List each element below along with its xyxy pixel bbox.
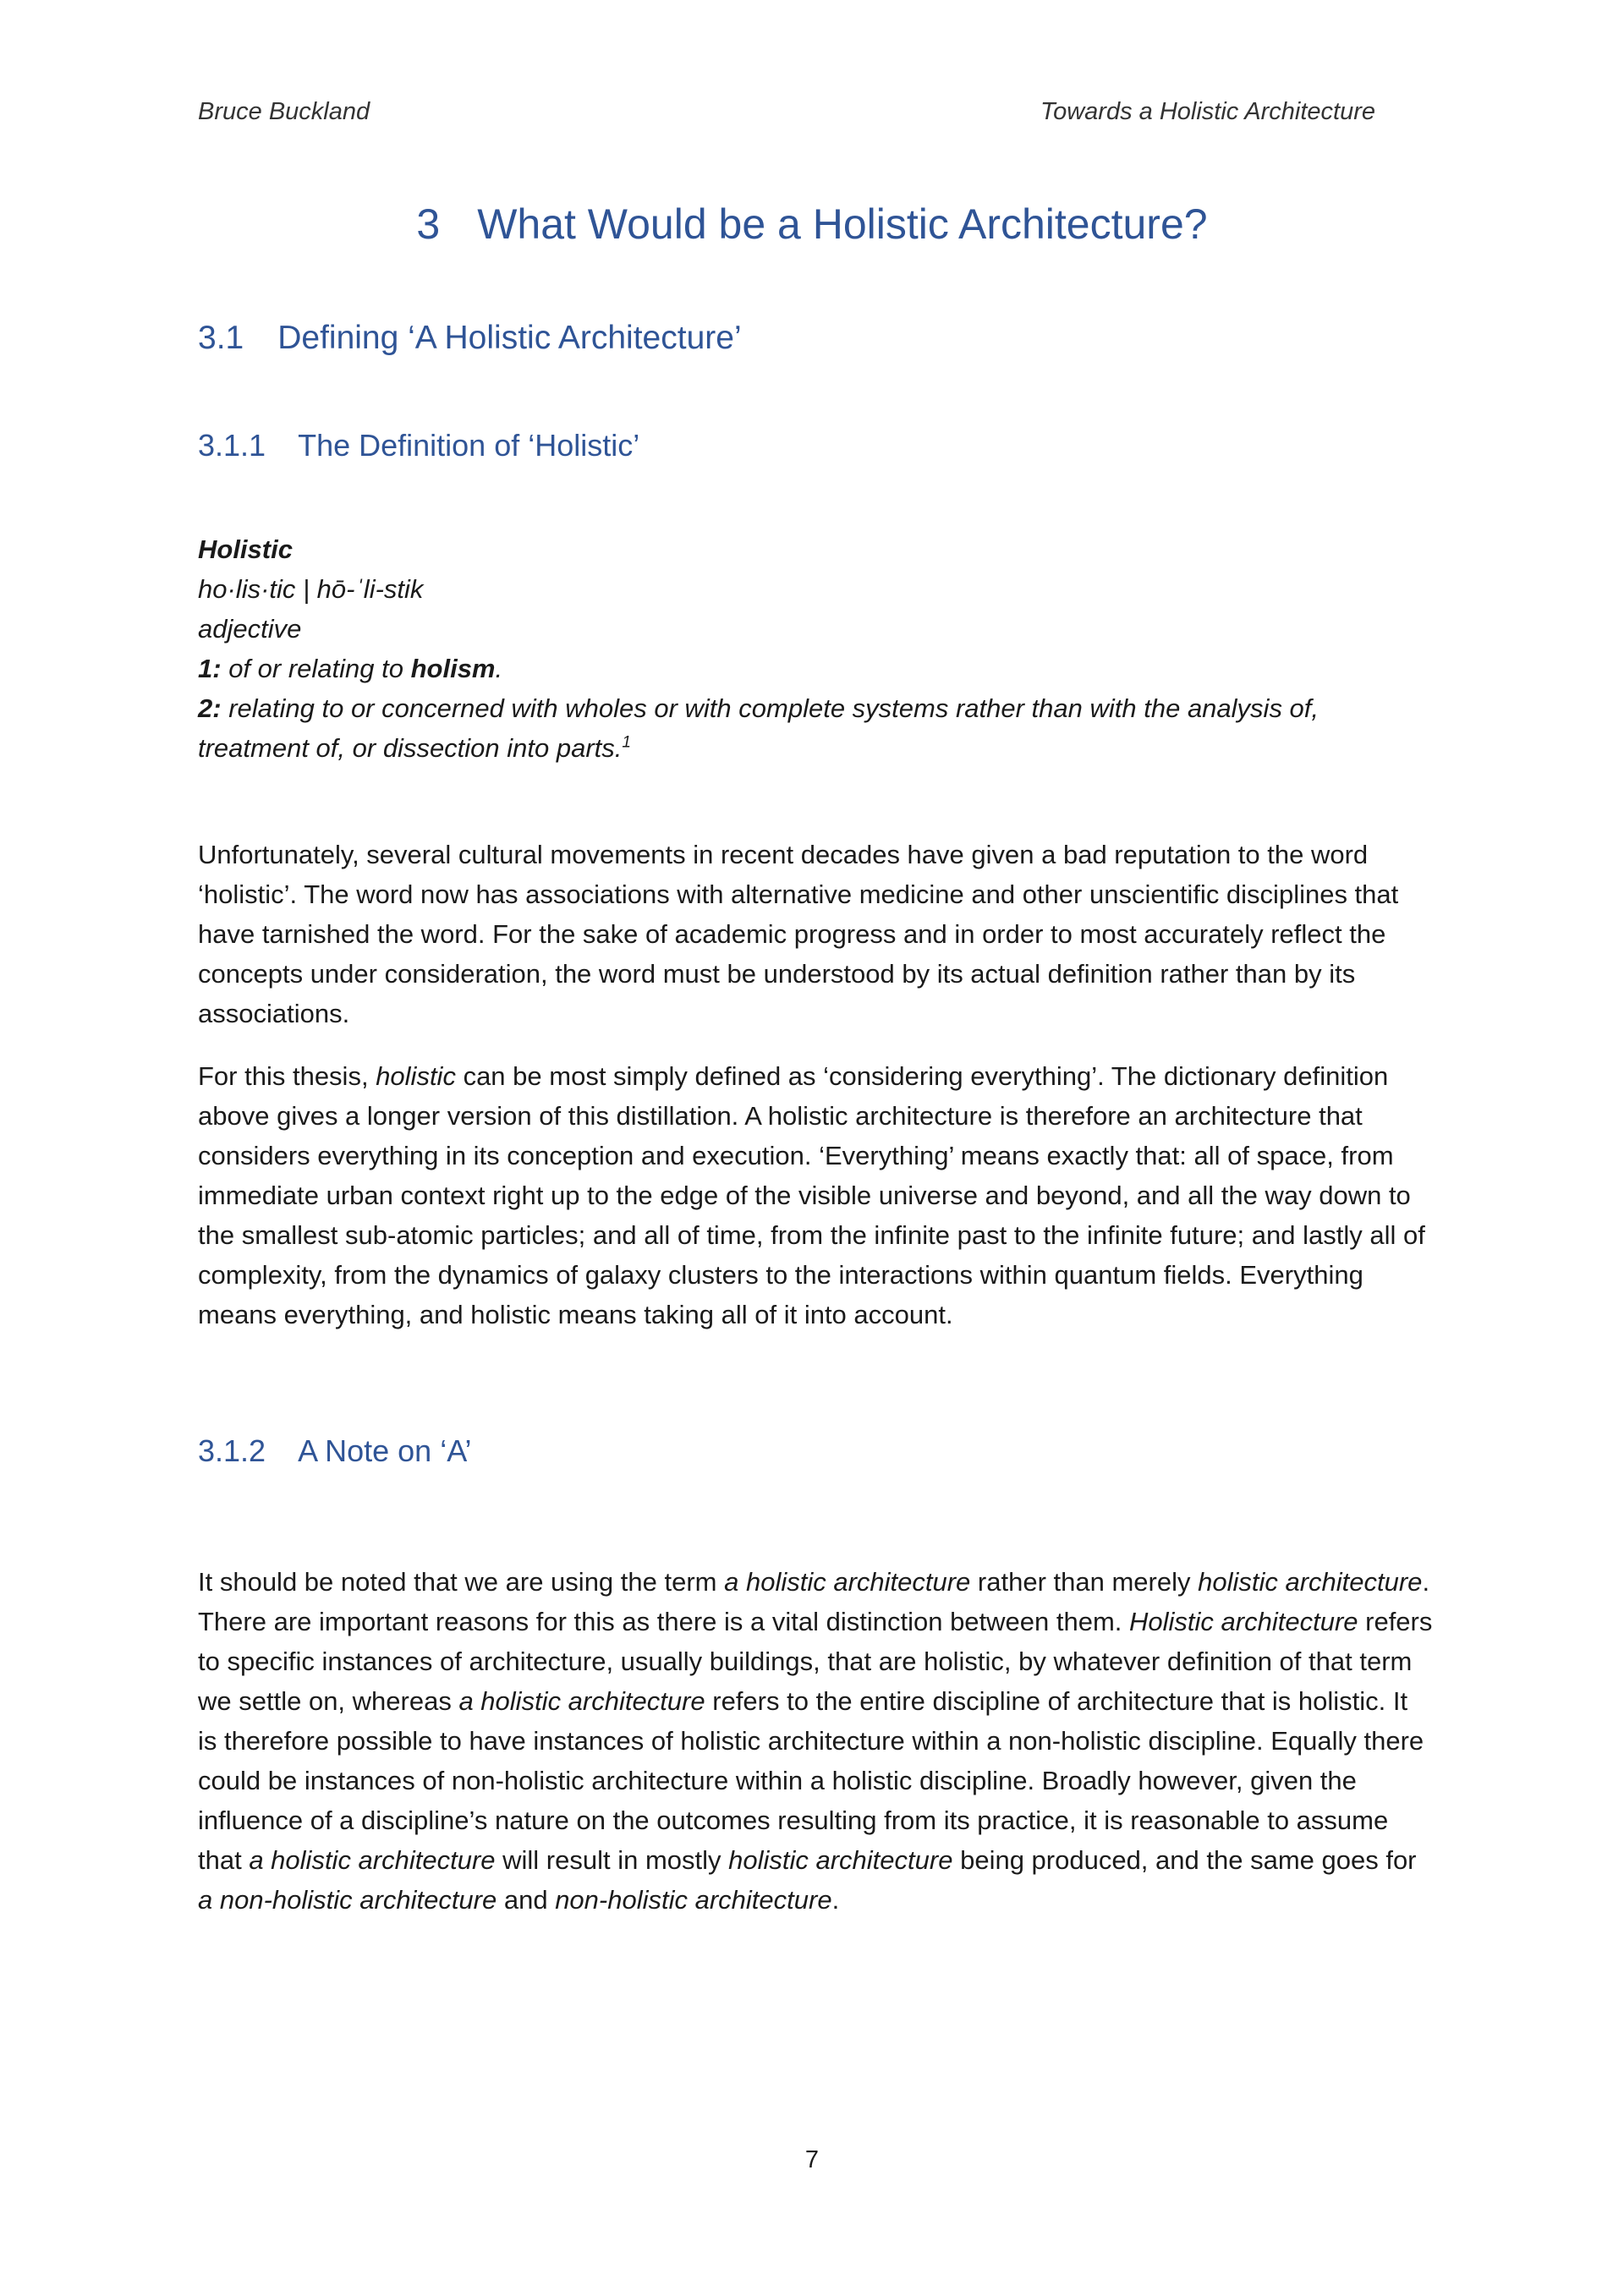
subsection-title: A Note on ‘A’: [298, 1433, 472, 1468]
page-number: 7: [804, 2146, 820, 2173]
section-heading: [198, 320, 742, 357]
subsection-number: 3.1.2: [198, 1433, 266, 1468]
text-run: It should be noted that we are using the term: [198, 1567, 725, 1597]
definition-headword: Holistic: [198, 534, 293, 564]
text-run: can be most simply defined as ‘considering everything’. The dictionary definition above gives a longer version of this distillation. A holistic architecture is therefore an architecture that considers everything in its conception and execution. ‘Everything’ means exactly that: all of space, from immediate urban context right up to the edge of the visible universe and beyond, and all the way down to the smallest sub-atomic particles; and all of time, from the infinite past to the infinite future; and lastly all of complexity, from the dynamics of galaxy clusters to the interactions within quantum fields. Everything means everything, and holistic means taking all of it into account.: [198, 1061, 1425, 1329]
text-run: .: [831, 1885, 840, 1915]
chapter-heading: [0, 200, 1624, 249]
footnote-reference: 1: [622, 733, 631, 752]
emphasis-run: a holistic architecture: [724, 1567, 971, 1597]
paragraph-note-on-a: [198, 1562, 1433, 1920]
paragraph-reputation: Unfortunately, several cultural movements in recent decades have given a bad reputation to the word ‘holistic’. The word now has associations with alternative medicine and other unscientific disciplines that have tarnished the word. For the sake of academic progress and in order to most accurately reflect the concepts under consideration, the word must be understood by its actual definition rather than by its associations.: [198, 840, 1399, 1028]
sense-1-number: 1:: [198, 654, 222, 683]
sense-2-text: relating to or concerned with wholes or with complete systems rather than with the analysis of, treatment of, or dissection into parts.: [198, 693, 1320, 763]
text-run: will result in mostly: [495, 1845, 729, 1875]
text-run: rather than merely: [970, 1567, 1199, 1597]
subsection-heading-note: [198, 1433, 472, 1469]
chapter-number: 3: [416, 200, 441, 248]
header-author: Bruce Buckland: [198, 98, 370, 125]
paragraph-definition-thesis: [198, 1056, 1433, 1334]
sense-1-term: holism: [410, 654, 496, 683]
text-run: and: [497, 1885, 556, 1915]
text-run: . There are important reasons for this as there is a vital distinction between them.: [198, 1567, 1430, 1636]
subsection-title: The Definition of ‘Holistic’: [298, 428, 640, 463]
section-title: Defining ‘A Holistic Architecture’: [277, 320, 742, 356]
emphasis-run: holistic: [376, 1061, 456, 1091]
running-header: [198, 98, 1375, 132]
sense-1-end: .: [495, 654, 503, 683]
emphasis-run: non-holistic architecture: [555, 1885, 832, 1915]
emphasis-run: holistic architecture: [728, 1845, 953, 1875]
emphasis-run: a non-holistic architecture: [198, 1885, 497, 1915]
definition-sense-1: [198, 649, 1433, 688]
header-document-title: Towards a Holistic Architecture: [1040, 98, 1375, 125]
text-run: refers to specific instances of architecture, usually buildings, that are holistic, by whatever definition of that term we settle on, whereas: [198, 1607, 1433, 1716]
emphasis-run: holistic architecture: [1198, 1567, 1423, 1597]
subsection-number: 3.1.1: [198, 428, 266, 463]
sense-2-number: 2:: [198, 693, 222, 723]
text-run: For this thesis,: [198, 1061, 376, 1091]
dictionary-definition: [198, 529, 1433, 768]
emphasis-run: a holistic architecture: [249, 1845, 496, 1875]
section-number: 3.1: [198, 320, 244, 356]
text-run: being produced, and the same goes for: [952, 1845, 1417, 1875]
text-run: refers to the entire discipline of architecture that is holistic. It is therefore possible to have instances of holistic architecture within a non-holistic discipline. Equally there could be instances of non-holistic architecture within a holistic discipline. Broadly however, given the influence of a discipline’s nature on the outcomes resulting from its practice, it is reasonable to assume that: [198, 1686, 1424, 1875]
chapter-title: What Would be a Holistic Architecture?: [477, 200, 1208, 248]
emphasis-run: Holistic architecture: [1129, 1607, 1358, 1636]
definition-pronunciation: ho·lis·tic | hō-ˈli-stik: [198, 574, 424, 604]
definition-sense-2: [198, 688, 1433, 768]
definition-part-of-speech: adjective: [198, 614, 302, 644]
sense-1-text: of or relating to: [221, 654, 411, 683]
subsection-heading-definition: [198, 428, 639, 463]
emphasis-run: a holistic architecture: [458, 1686, 705, 1716]
